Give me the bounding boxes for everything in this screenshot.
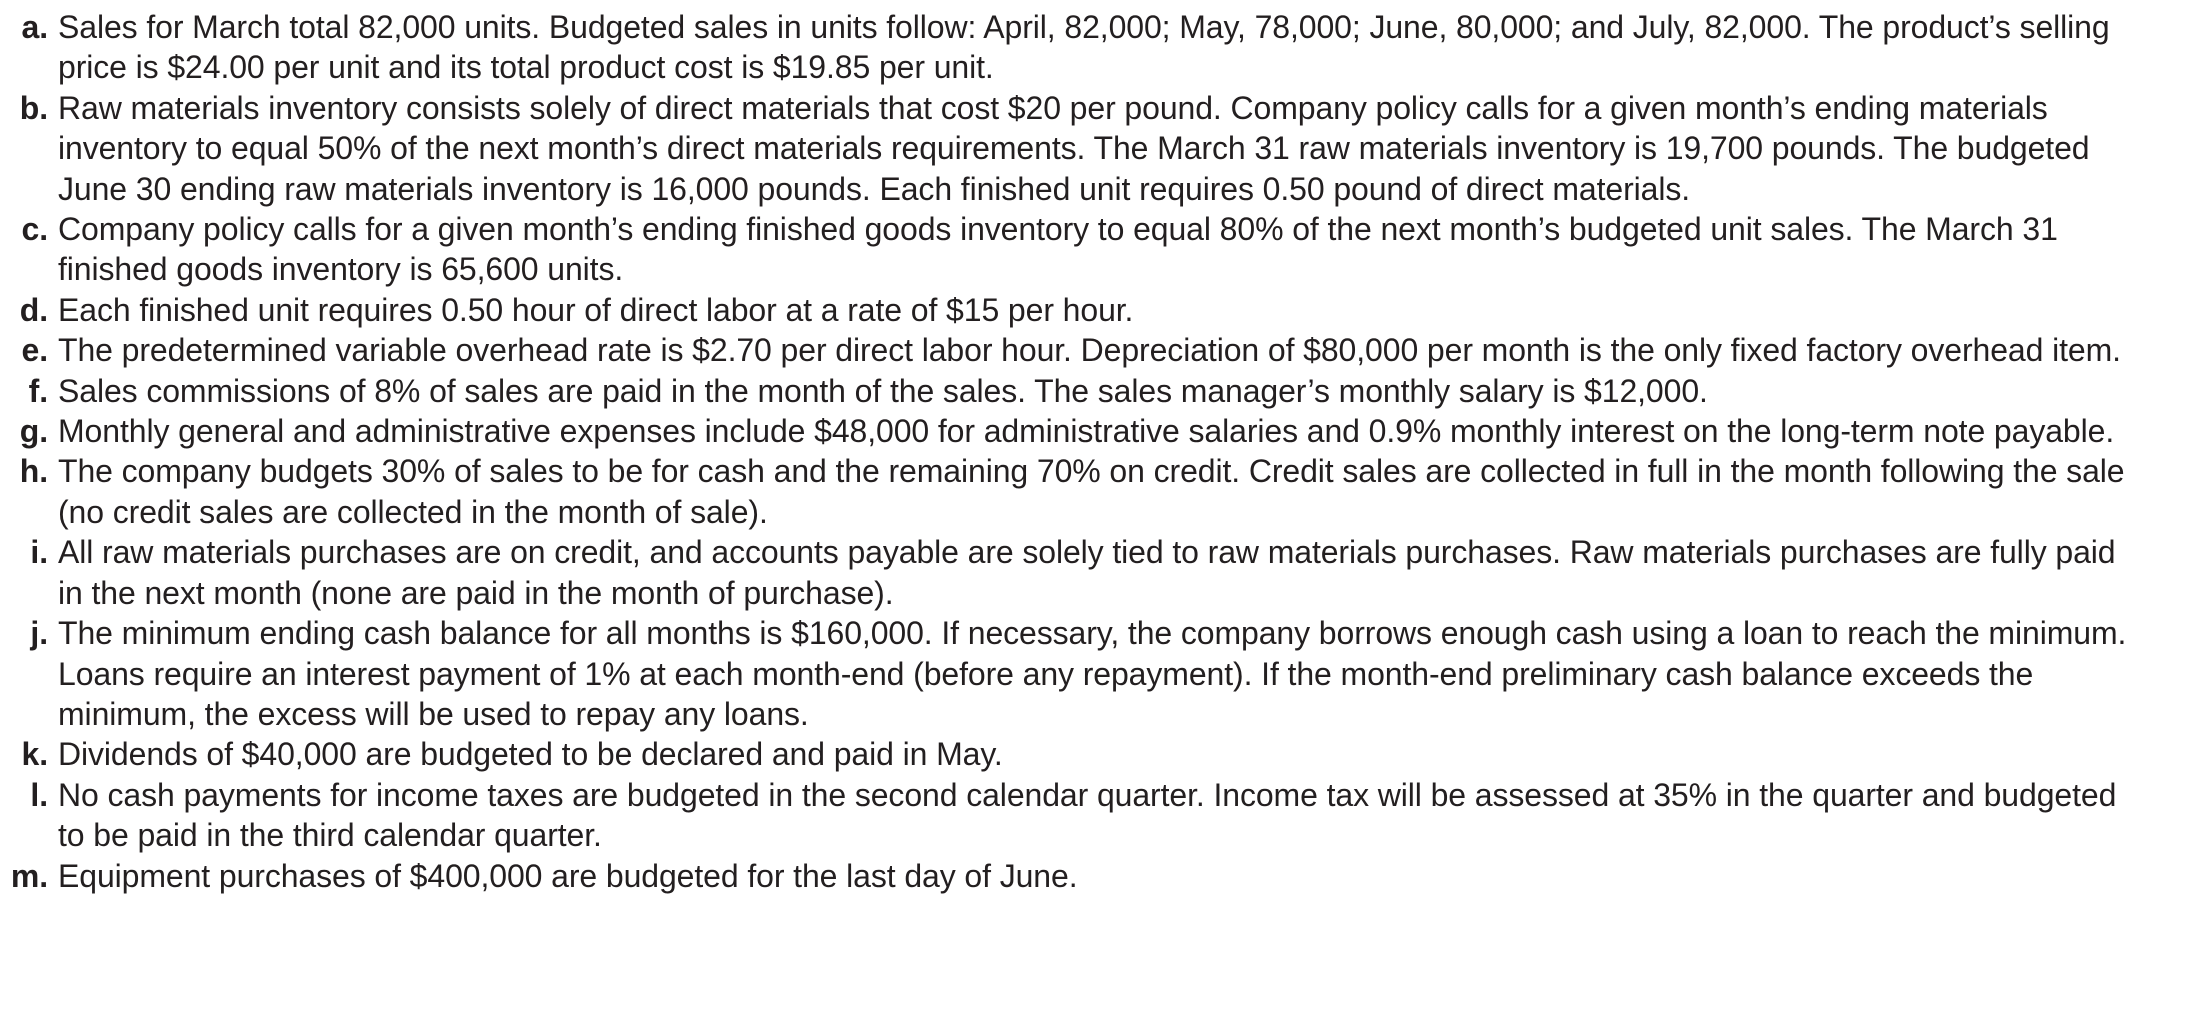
list-item-l bbox=[0, 775, 2190, 856]
item-text: Dividends of $40,000 are budgeted to be declared and paid in May. bbox=[58, 736, 1003, 773]
item-letter: g. bbox=[19, 413, 48, 450]
list-item-m bbox=[0, 856, 2190, 896]
item-letter: k. bbox=[21, 736, 48, 773]
item-letter: a. bbox=[21, 9, 48, 45]
list-item-a bbox=[0, 7, 2190, 88]
list-item-i bbox=[0, 532, 2190, 613]
item-text: All raw materials purchases are on credit, and accounts payable are solely tied to raw materials purchases. Raw materials purchases are fully paid in the next month (none are paid in the month of purchase). bbox=[58, 534, 2116, 611]
item-letter: b. bbox=[19, 89, 48, 126]
list-item-h bbox=[0, 451, 2190, 532]
list-item-g bbox=[0, 411, 2190, 451]
item-text: Sales for March total 82,000 units. Budgeted sales in units follow: April, 82,000; May, 78,000; June, 80,000; and July, 82,000. The product’s selling price is $24.00 per unit and its total product cost is $19.85 per unit. bbox=[58, 9, 2110, 86]
item-letter: f. bbox=[28, 372, 48, 409]
item-letter: j. bbox=[30, 615, 48, 652]
item-text: Monthly general and administrative expenses include $48,000 for administrative salaries and 0.9% monthly interest on the long-term note payable. bbox=[58, 413, 2115, 450]
list-item-f bbox=[0, 371, 2190, 411]
item-letter: l. bbox=[30, 776, 48, 813]
item-letter: h. bbox=[19, 453, 48, 490]
assumptions-list bbox=[0, 7, 2190, 896]
item-letter: e. bbox=[21, 332, 48, 369]
item-text: The minimum ending cash balance for all months is $160,000. If necessary, the company borrows enough cash using a loan to reach the minimum. Loans require an interest payment of 1% at each month-end (before any repayment). If the month-end preliminary cash balance exceeds the minimum, the excess will be used to repay any loans. bbox=[58, 615, 2127, 732]
item-text: No cash payments for income taxes are budgeted in the second calendar quarter. Income tax will be assessed at 35% in the quarter and budgeted to be paid in the third calendar quarter. bbox=[58, 776, 2117, 854]
item-letter: i. bbox=[30, 534, 48, 571]
item-text: Raw materials inventory consists solely of direct materials that cost $20 per pound. Company policy calls for a given month’s ending materials inventory to equal 50% of the next month’s direct materials requirements. The March 31 raw materials inventory is 19,700 pounds. The budgeted June 30 ending raw materials inventory is 16,000 pounds. Each finished unit requires 0.50 pound of direct materials. bbox=[58, 89, 2090, 207]
list-item-k bbox=[0, 734, 2190, 774]
list-item-d bbox=[0, 290, 2190, 330]
item-text: Sales commissions of 8% of sales are paid in the month of the sales. The sales manager’s monthly salary is $12,000. bbox=[58, 372, 1708, 409]
item-text: Each finished unit requires 0.50 hour of direct labor at a rate of $15 per hour. bbox=[58, 291, 1134, 328]
list-item-c bbox=[0, 209, 2190, 290]
item-letter: m. bbox=[10, 857, 48, 894]
list-item-e bbox=[0, 330, 2190, 370]
list-item-j bbox=[0, 613, 2190, 734]
item-letter: c. bbox=[21, 211, 48, 248]
item-letter: d. bbox=[19, 291, 48, 328]
item-text: Company policy calls for a given month’s ending finished goods inventory to equal 80% of the next month’s budgeted unit sales. The March 31 finished goods inventory is 65,600 units. bbox=[58, 211, 2058, 288]
item-text: The predetermined variable overhead rate is $2.70 per direct labor hour. Depreciation of $80,000 per month is the only fixed factory overhead item. bbox=[58, 332, 2121, 369]
item-text: Equipment purchases of $400,000 are budgeted for the last day of June. bbox=[58, 857, 1078, 894]
item-text: The company budgets 30% of sales to be for cash and the remaining 70% on credit. Credit sales are collected in full in the month following the sale (no credit sales are collected in the month of sale). bbox=[58, 453, 2125, 530]
list-item-b bbox=[0, 88, 2190, 209]
